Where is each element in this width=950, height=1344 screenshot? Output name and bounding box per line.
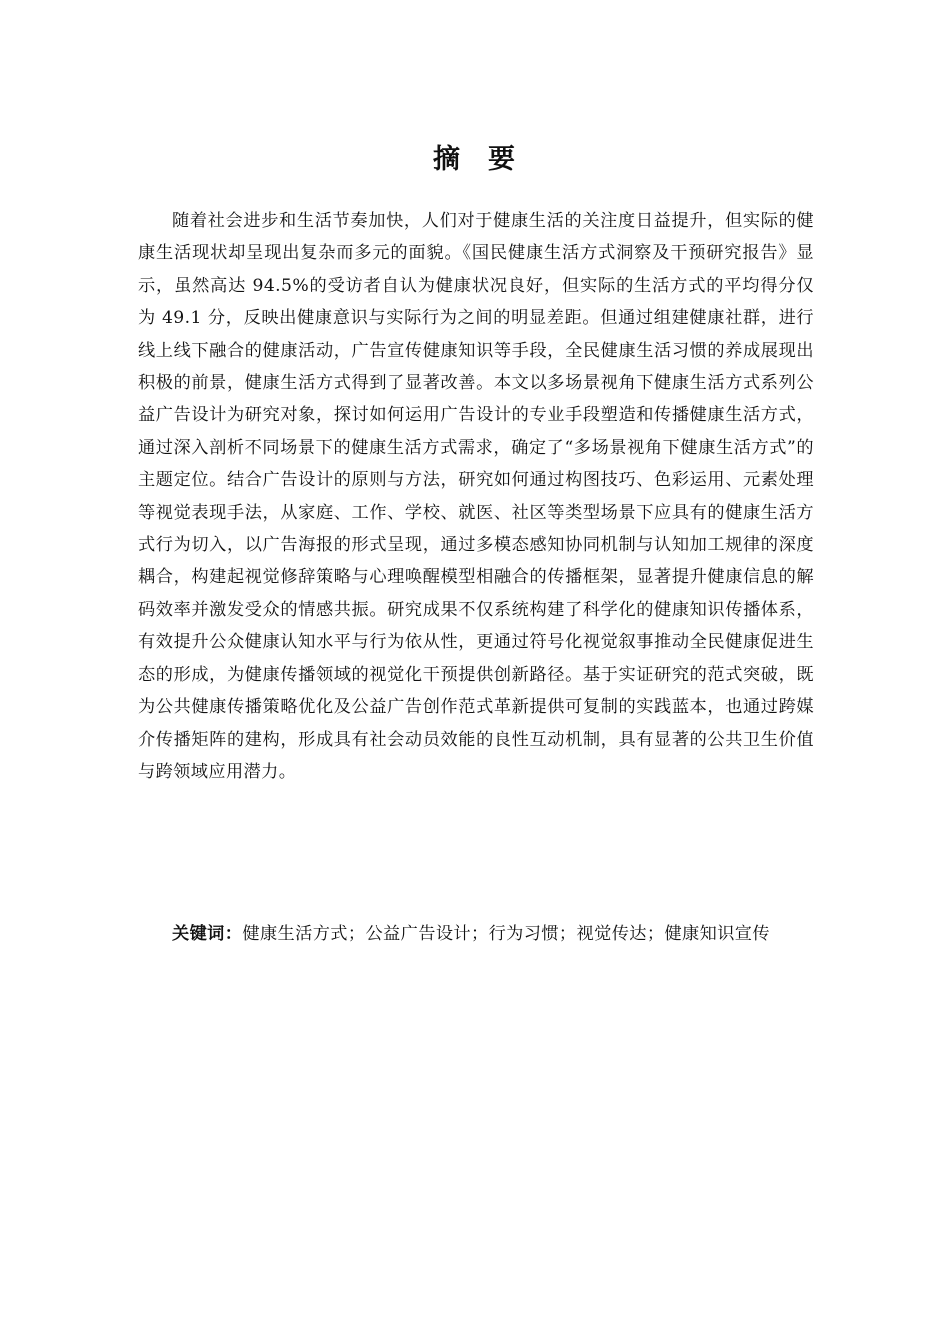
keywords-label: 关键词： [172, 924, 243, 944]
title-char-2: 要 [488, 144, 517, 175]
keywords-text: 健康生活方式；公益广告设计；行为习惯；视觉传达；健康知识宣传 [242, 924, 770, 944]
page-title [0, 140, 950, 180]
keywords-line [138, 914, 814, 954]
title-char-1: 摘 [433, 144, 462, 175]
abstract-body: 随着社会进步和生活节奏加快，人们对于健康生活的关注度日益提升，但实际的健康生活现状却呈现出复杂而多元的面貌。《国民健康生活方式洞察及干预研究报告》显示，虽然高达 94.5%的受访者自认为健康状况良好，但实际的生活方式的平均得分仅为 49.1 分，反映出健康意识与实际行为之间的明显差距。但通过组建健康社群，进行线上线下融合的健康活动，广告宣传健康知识等手段，全民健康生活习惯的养成展现出积极的前景，健康生活方式得到了显著改善。本文以多场景视角下健康生活方式系列公益广告设计为研究对象，探讨如何运用广告设计的专业手段塑造和传播健康生活方式，通过深入剖析不同场景下的健康生活方式需求，确定了“多场景视角下健康生活方式”的主题定位。结合广告设计的原则与方法，研究如何通过构图技巧、色彩运用、元素处理等视觉表现手法，从家庭、工作、学校、就医、社区等类型场景下应具有的健康生活方式行为切入，以广告海报的形式呈现，通过多模态感知协同机制与认知加工规律的深度耦合，构建起视觉修辞策略与心理唤醒模型相融合的传播框架，显著提升健康信息的解码效率并激发受众的情感共振。研究成果不仅系统构建了科学化的健康知识传播体系，有效提升公众健康认知水平与行为依从性，更通过符号化视觉叙事推动全民健康促进生态的形成，为健康传播领域的视觉化干预提供创新路径。基于实证研究的范式突破，既为公共健康传播策略优化及公益广告创作范式革新提供可复制的实践蓝本，也通过跨媒介传播矩阵的建构，形成具有社会动员效能的良性互动机制，具有显著的公共卫生价值与跨领域应用潜力。 [138, 211, 814, 782]
